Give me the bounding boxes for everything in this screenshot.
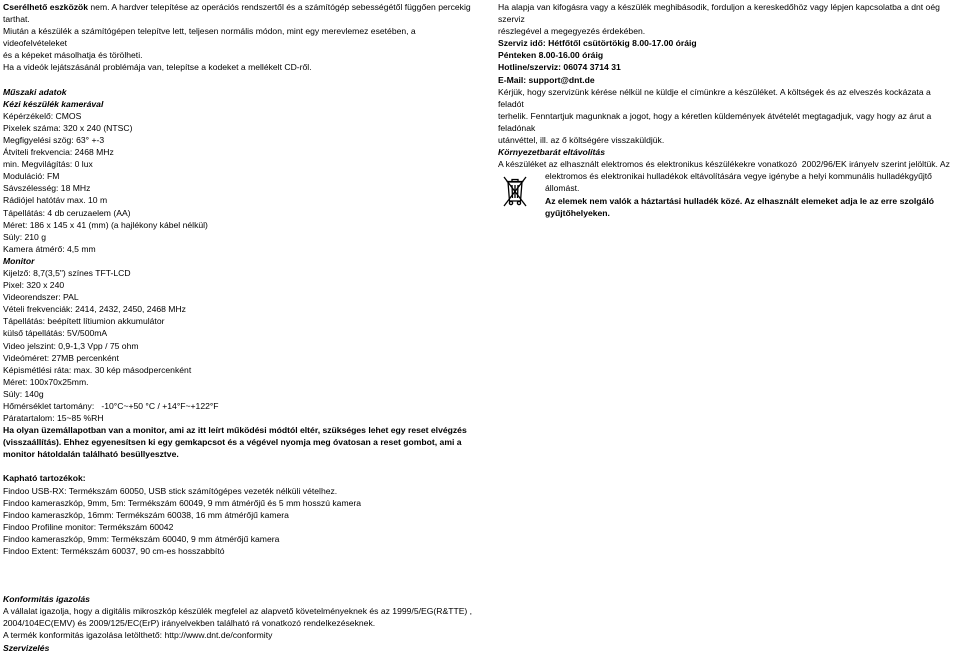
spec-line: Pixelek száma: 320 x 240 (NTSC) xyxy=(3,122,133,133)
monitor-specs-list xyxy=(3,267,478,424)
accessories-section xyxy=(3,472,478,557)
service-note-line: terhelik. Fenntartjuk magunknak a jogot, hogy a kéretlen küldemények átvételét megtagadjuk, vagy hogy az árut a feladónak xyxy=(498,110,934,133)
service-hours-line: Szerviz idő: Hétfőtől csütörtökig 8.00-17.00 óráig xyxy=(498,38,697,49)
service-text-line: Ha alapja van kifogásra vagy a készülék meghibásodik, forduljon a kereskedőhöz vagy lépjen kapcsolatba a dnt oég szerviz xyxy=(498,2,943,25)
conformity-title: Konformitás igazolás xyxy=(3,594,90,605)
environment-text-rest xyxy=(498,170,958,194)
monitor-spec-line: Pixel: 320 x 240 xyxy=(3,280,65,291)
battery-note-line: gyűjtőhelyeken. xyxy=(545,207,610,218)
monitor-spec-line: Tápellátás: beépített lítiumion akkumulátor xyxy=(3,316,165,327)
monitor-spec-line: külső tápellátás: 5V/500mA xyxy=(3,328,108,339)
monitor-spec-line: Képismétlési ráta: max. 30 kép másodpercenként xyxy=(3,364,192,375)
accessory-item: Findoo kameraszkóp, 9mm: Termékszám 60040, 9 mm átmérőjű kamera xyxy=(3,533,280,544)
spec-line: Képérzékelő: CMOS xyxy=(3,110,82,121)
conformity-line: A termék konformitás igazolása letölthető: http://www.dnt.de/conformity xyxy=(3,630,273,641)
conformity-line: A vállalat igazolja, hogy a digitális mikroszkóp készülék megfelel az alapvető követelményeknek és az 1999/5/EG(R&TTE) , xyxy=(3,606,473,617)
reset-warning xyxy=(3,424,478,460)
spec-line: Méret: 186 x 145 x 41 (mm) (a hajlékony kábel nélkül) xyxy=(3,219,208,230)
service-hours-line: Hotline/szerviz: 06074 3714 31 xyxy=(498,62,621,73)
monitor-spec-line: Vételi frekvenciák: 2414, 2432, 2450, 2468 MHz xyxy=(3,304,186,315)
spec-line: Moduláció: FM xyxy=(3,171,60,182)
warning-line: (visszaállítás). Ehhez egyenesítsen ki egy gemkapcsot és a végével nyomja meg óvatosan a reset gombot, ami a xyxy=(3,437,462,448)
monitor-spec-line: Súly: 140g xyxy=(3,388,44,399)
left-column xyxy=(3,1,478,654)
service-note-line: utánvéttel, ill. az ő költségére visszaküldjük. xyxy=(498,135,665,146)
spec-line: Sávszélesség: 18 MHz xyxy=(3,183,91,194)
service-text-line: részlegével a megegyezés érdekében. xyxy=(498,26,646,37)
spec-line: Átviteli frekvencia: 2468 MHz xyxy=(3,147,114,158)
accessory-item: Findoo Profiline monitor: Termékszám 60042 xyxy=(3,521,174,532)
accessory-item: Findoo kameraszkóp, 9mm, 5m: Termékszám 60049, 9 mm átmérőjű és 5 mm hosszú kamera xyxy=(3,497,362,508)
environment-text-first: A készüléket az elhasznált elektromos és elektronikus készülékekre vonatkozó 2002/96/EK irányelv szerint jelöltük. Az xyxy=(498,159,950,170)
monitor-spec-line: Páratartalom: 15~85 %RH xyxy=(3,413,104,424)
battery-note-line: Az elemek nem valók a háztartási hulladék közé. Az elhasznált elemeket adja le az erre szolgáló xyxy=(545,195,934,206)
battery-disposal-note xyxy=(498,195,958,219)
accessory-item: Findoo Extent: Termékszám 60037, 90 cm-es hosszabbító xyxy=(3,546,225,557)
service-title: Szervizelés xyxy=(3,642,50,653)
specs-section xyxy=(3,86,478,461)
spec-line: Kamera átmérő: 4,5 mm xyxy=(3,243,96,254)
service-hours xyxy=(498,37,958,85)
spec-line: min. Megvilágítás: 0 lux xyxy=(3,159,93,170)
monitor-spec-line: Hőmérséklet tartomány: -10°C~+50 °C / +14°F~+122°F xyxy=(3,401,219,411)
monitor-spec-line: Videorendszer: PAL xyxy=(3,292,79,303)
accessories-list xyxy=(3,485,478,558)
service-note xyxy=(498,86,958,146)
warning-line: Ha olyan üzemállapotban van a monitor, ami az itt leírt működési módtól eltér, szükséges lehet egy reset elvégzés xyxy=(3,425,467,436)
service-note-line: Kérjük, hogy szervizünk kérése nélkül ne küldje el címünkre a készüléket. A költségek és az elveszés kockázata a feladót xyxy=(498,86,934,109)
environment-row xyxy=(498,170,958,218)
spec-line: Megfigyelési szög: 63° +-3 xyxy=(3,134,105,145)
crossed-out-wheelie-bin-icon xyxy=(500,173,530,209)
intro-line-3: Miután a készülék a számítógépen telepítve lett, teljesen normális módon, mint egy merevlemez esetében, a videofelvételeket xyxy=(3,26,419,49)
intro-line-5: Ha a videók lejátszásánál problémája van, telepítse a kodeket a mellékelt CD-ről. xyxy=(3,62,312,73)
conformity-text xyxy=(3,605,478,641)
monitor-title: Monitor xyxy=(3,255,35,266)
right-column xyxy=(498,1,958,219)
accessory-item: Findoo USB-RX: Termékszám 60050, USB stick számítógépes vezeték nélküli vételhez. xyxy=(3,485,338,496)
spec-line: Rádiójel hatótáv max. 10 m xyxy=(3,195,108,206)
accessories-title: Kapható tartozékok: xyxy=(3,473,86,484)
specs-subtitle: Kézi készülék kamerával xyxy=(3,98,104,109)
service-text xyxy=(498,1,958,37)
spec-line: Súly: 210 g xyxy=(3,231,46,242)
spec-line: Tápellátás: 4 db ceruzaelem (AA) xyxy=(3,207,131,218)
conformity-section xyxy=(3,593,478,653)
intro-line-4: és a képeket másolhatja és törölheti. xyxy=(3,50,143,61)
intro-line-2: tarthat. xyxy=(3,14,30,25)
monitor-spec-line: Videóméret: 27MB percenként xyxy=(3,352,119,363)
service-hours-line: E-Mail: support@dnt.de xyxy=(498,74,595,85)
conformity-line: 2004/104EC(EMV) és 2009/125/EC(ErP) irányelvekben található rá vonatkozó rendelkezéseknek. xyxy=(3,618,376,629)
intro-line-1: Cserélhető eszközök nem. A hardver telepítése az operációs rendszertől és a számítógép sebességétől függően percekig xyxy=(3,2,471,12)
service-hours-line: Pénteken 8.00-16.00 óráig xyxy=(498,50,604,61)
accessory-item: Findoo kameraszkóp, 16mm: Termékszám 60038, 16 mm átmérőjű kamera xyxy=(3,509,289,520)
specs-title: Műszaki adatok xyxy=(3,86,67,97)
environment-text-line: elektromos és elektronikai hulladékok eltávolítására vegye igénybe a helyi kommunális hulladékgyűjtő állomást. xyxy=(545,171,935,194)
warning-line: monitor hátoldalán található besüllyesztve. xyxy=(3,449,179,460)
intro-label: Cserélhető eszközök xyxy=(3,2,89,12)
specs-list xyxy=(3,110,478,255)
intro-section xyxy=(3,1,478,74)
monitor-spec-line: Kijelző: 8,7(3,5") színes TFT-LCD xyxy=(3,267,131,278)
monitor-spec-line: Video jelszint: 0,9-1,3 Vpp / 75 ohm xyxy=(3,340,139,351)
monitor-spec-line: Méret: 100x70x25mm. xyxy=(3,376,89,387)
environment-title: Környezetbarát eltávolítás xyxy=(498,147,605,158)
